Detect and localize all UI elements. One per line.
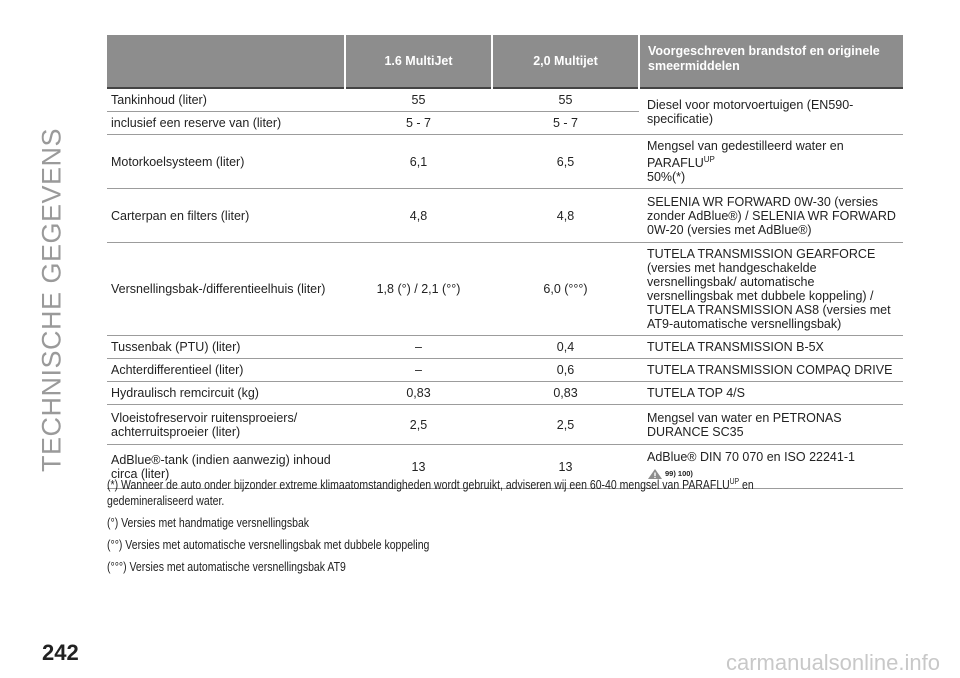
section-side-title: TECHNISCHE GEGEVENS	[36, 127, 67, 473]
footnote-2: (°) Versies met handmatige versnellingsbak	[107, 516, 310, 531]
footnote-3: (°°) Versies met automatische versnellingsbak met dubbele koppeling	[107, 538, 430, 553]
row-label: Versnellingsbak-/differentieelhuis (liter)	[107, 243, 345, 336]
table-row	[107, 405, 903, 445]
header-engine-1: 1.6 MultiJet	[345, 35, 492, 88]
row-fuel-main: Mengsel van gedestilleerd water en PARAFLU	[647, 139, 844, 171]
row-label: Motorkoelsysteem (liter)	[107, 135, 345, 189]
header-empty	[107, 35, 345, 88]
footnotes	[107, 474, 779, 581]
row-label: Vloeistofreservoir ruitensproeiers/ achterruitsproeier (liter)	[107, 405, 345, 445]
row-fuel: TUTELA TRANSMISSION GEARFORCE (versies met handgeschakelde versnellingsbak/ automatische versnellingsbak met dubbele koppeling) / TUTELA TRANSMISSION AS8 (versies met AT9-automatische versnellingsbak)	[639, 243, 903, 336]
footnote-1-text: (*) Wanneer de auto onder bijzonder extreme klimaatomstandigheden wordt gebruikt, adviseren wij een 60-40 mengsel van PARAFLU	[107, 478, 730, 493]
row-fuel-line2: 50%(*)	[647, 170, 686, 185]
table-row	[107, 243, 903, 336]
row-label: Tussenbak (PTU) (liter)	[107, 336, 345, 359]
row-fuel-text: AdBlue® DIN 70 070 en ISO 22241-1	[647, 450, 855, 465]
row-value-2: 6,0 (°°°)	[492, 243, 639, 336]
row-fuel: TUTELA TRANSMISSION B-5X	[639, 336, 903, 359]
table-header-row	[107, 35, 903, 88]
row-fuel: TUTELA TRANSMISSION COMPAQ DRIVE	[639, 359, 903, 382]
table-row	[107, 88, 903, 112]
row-value-1: 4,8	[345, 189, 492, 243]
row-label: Tankinhoud (liter)	[107, 88, 345, 112]
table-row	[107, 135, 903, 189]
warning-reference: 99) 100)	[665, 468, 693, 478]
footnote-1-text-end: en gedemineraliseerd water.	[107, 478, 754, 509]
row-label: Carterpan en filters (liter)	[107, 189, 345, 243]
table-row	[107, 189, 903, 243]
row-value-1: 1,8 (°) / 2,1 (°°)	[345, 243, 492, 336]
row-value-2: 6,5	[492, 135, 639, 189]
page-number: 242	[42, 640, 79, 665]
row-fuel: Mengsel van water en PETRONAS DURANCE SC35	[639, 405, 903, 445]
row-fuel-sup: UP	[703, 155, 715, 164]
row-value-2: 55	[492, 88, 639, 112]
footnote-1-sup: UP	[729, 477, 740, 486]
row-value-2: 0,6	[492, 359, 639, 382]
row-value-1: 5 - 7	[345, 112, 492, 135]
row-value-1: 2,5	[345, 405, 492, 445]
row-value-1: 55	[345, 88, 492, 112]
table-row	[107, 382, 903, 405]
footnote-1	[107, 474, 779, 509]
row-value-1: 6,1	[345, 135, 492, 189]
row-label: AdBlue®-tank (indien aanwezig) inhoud circa (liter)	[107, 445, 345, 489]
row-value-2: 0,4	[492, 336, 639, 359]
table-row	[107, 336, 903, 359]
row-fuel: SELENIA WR FORWARD 0W-30 (versies zonder AdBlue®) / SELENIA WR FORWARD 0W-20 (versies met AdBlue®)	[639, 189, 903, 243]
row-value-2: 0,83	[492, 382, 639, 405]
row-value-2: 13	[492, 445, 639, 489]
row-value-1: –	[345, 336, 492, 359]
specs-table	[107, 35, 903, 489]
row-value-1: –	[345, 359, 492, 382]
row-fuel	[639, 135, 903, 189]
watermark: carmanualsonline.info	[725, 650, 940, 675]
row-label: inclusief een reserve van (liter)	[107, 112, 345, 135]
row-label: Hydraulisch remcircuit (kg)	[107, 382, 345, 405]
row-value-2: 4,8	[492, 189, 639, 243]
header-engine-2: 2,0 Multijet	[492, 35, 639, 88]
row-value-1: 0,83	[345, 382, 492, 405]
table-row	[107, 359, 903, 382]
row-fuel: Diesel voor motorvoertuigen (EN590-specificatie)	[639, 88, 903, 135]
footnote-4: (°°°) Versies met automatische versnellingsbak AT9	[107, 560, 346, 575]
row-fuel: TUTELA TOP 4/S	[639, 382, 903, 405]
header-fuel: Voorgeschreven brandstof en originele smeermiddelen	[639, 35, 903, 88]
row-value-1: 13	[345, 445, 492, 489]
row-label: Achterdifferentieel (liter)	[107, 359, 345, 382]
row-value-2: 2,5	[492, 405, 639, 445]
row-value-2: 5 - 7	[492, 112, 639, 135]
